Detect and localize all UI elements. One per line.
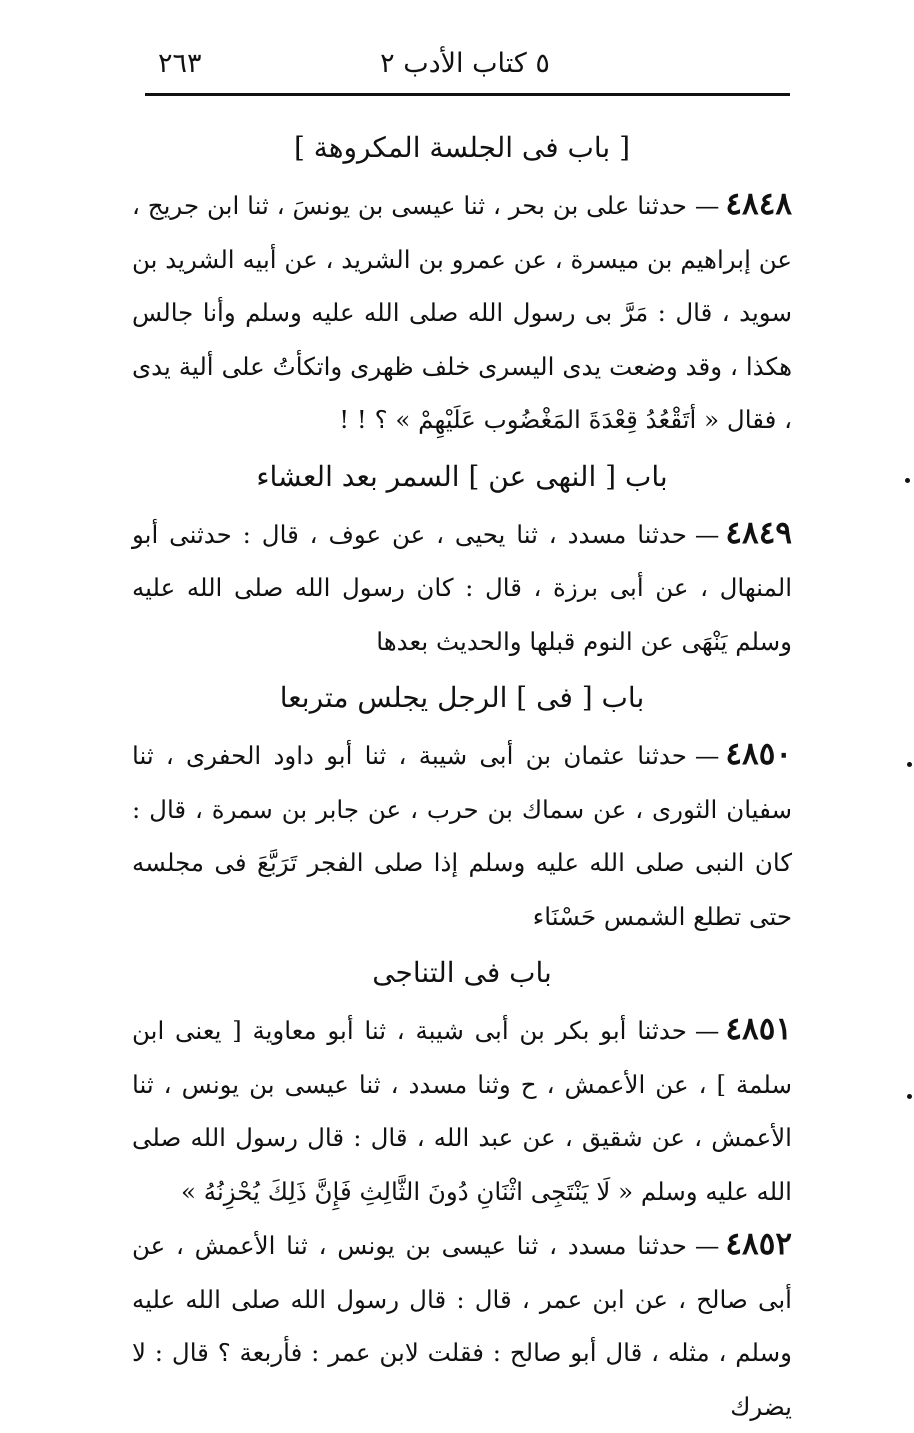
hadith-4851 bbox=[132, 1003, 792, 1218]
header-rule bbox=[145, 93, 790, 96]
running-title: ٥ كتاب الأدب ٢ bbox=[380, 48, 550, 79]
hadith-4850 bbox=[132, 728, 792, 943]
margin-dot bbox=[907, 762, 912, 767]
running-header bbox=[140, 42, 790, 88]
hadith-text: حدثنا على بن بحر ، ثنا عيسى بن يونسَ ، ثنا ابن جريج ، عن إبراهيم بن ميسرة ، عن عمرو بن الشريد ، عن أبيه الشريد بن سويد ، قال : مَرَّ بى رسول الله صلى الله عليه وسلم وأنا جالس هكذا ، وقد وضعت يدى اليسرى خلف ظهرى واتكأتُ على ألية يدى ، فقال « أتَقْعُدُ قِعْدَةَ المَغْضُوب عَلَيْهِمْ » ؟ ! ! bbox=[132, 191, 792, 434]
margin-dot bbox=[905, 478, 910, 483]
hadith-text: حدثنا مسدد ، ثنا يحيى ، عن عوف ، قال : حدثنى أبو المنهال ، عن أبى برزة ، قال : كان رسول الله صلى الله عليه وسلم يَنْهَى عن النوم قبلها والحديث بعدها bbox=[132, 519, 792, 656]
hadith-number: ٤٨٥١ bbox=[725, 1011, 792, 1047]
hadith-4848 bbox=[132, 178, 792, 447]
chapter-heading-makruh-sitting: [ باب فى الجلسة المكروهة ] bbox=[293, 131, 631, 164]
hadith-number: ٤٨٥٠ bbox=[725, 736, 792, 772]
hadith-dash: — bbox=[694, 519, 720, 549]
hadith-number: ٤٨٤٨ bbox=[725, 186, 792, 222]
chapter-heading-samar: باب [ النهى عن ] السمر بعد العشاء bbox=[256, 459, 668, 493]
margin-dot bbox=[907, 1094, 912, 1099]
hadith-dash: — bbox=[694, 1016, 720, 1045]
hadith-text: حدثنا أبو بكر بن أبى شيبة ، ثنا أبو معاوية [ يعنى ابن سلمة ] ، عن الأعمش ، ح وثنا مسدد ، ثنا عيسى بن يونس ، ثنا الأعمش ، عن شقيق ، عن عبد الله ، قال : قال رسول الله صلى الله عليه وسلم « لَا يَنْتَجِى اثْنَانِ دُونَ الثَّالِثِ فَإِنَّ ذَلِكَ يُحْزِنُهُ » bbox=[132, 1016, 792, 1206]
hadith-number: ٤٨٥٢ bbox=[725, 1226, 792, 1262]
chapter-heading-tanaji: باب فى التناجى bbox=[372, 956, 552, 989]
hadith-4849 bbox=[132, 507, 792, 669]
hadith-dash: — bbox=[694, 191, 720, 220]
chapter-heading-cross-legged: باب [ فى ] الرجل يجلس متربعا bbox=[279, 681, 645, 714]
page-number: ٢٦٣ bbox=[158, 48, 202, 79]
hadith-text: حدثنا مسدد ، ثنا عيسى بن يونس ، ثنا الأعمش ، عن أبى صالح ، عن ابن عمر ، قال : قال رسول الله صلى الله عليه وسلم ، مثله ، قال أبو صالح : فقلت لابن عمر : فأربعة ؟ قال : لا يضرك bbox=[132, 1231, 792, 1421]
hadith-text: حدثنا عثمان بن أبى شيبة ، ثنا أبو داود الحفرى ، ثنا سفيان الثورى ، عن سماك بن حرب ، عن جابر بن سمرة ، قال : كان النبى صلى الله عليه وسلم إذا صلى الفجر تَرَبَّعَ فى مجلسه حتى تطلع الشمس حَسْنَاء bbox=[132, 741, 792, 931]
hadith-4852 bbox=[132, 1218, 792, 1433]
hadith-number: ٤٨٤٩ bbox=[725, 514, 792, 551]
page-body bbox=[132, 118, 792, 1433]
hadith-dash: — bbox=[694, 1231, 720, 1260]
hadith-dash: — bbox=[694, 741, 720, 770]
